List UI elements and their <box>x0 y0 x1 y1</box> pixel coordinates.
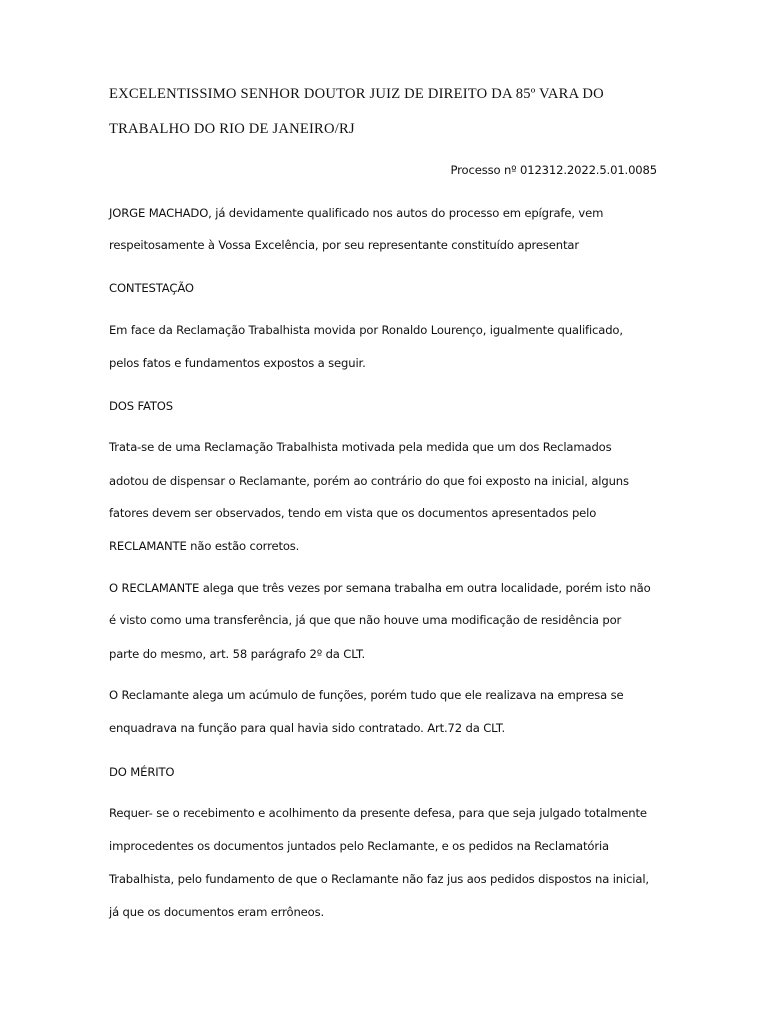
fatos-paragraph-2-line: O RECLAMANTE alega que três vezes por semana trabalha em outra localidade, porém isto não <box>109 581 651 595</box>
fatos-paragraph-3-line: O Reclamante alega um acúmulo de funções, porém tudo que ele realizava na empresa se <box>109 688 624 702</box>
fatos-paragraph-1-line: adotou de dispensar o Reclamante, porém ao contrário do que foi exposto na inicial, alguns <box>109 474 629 488</box>
fatos-paragraph-2-line: parte do mesmo, art. 58 parágrafo 2º da CLT. <box>109 647 366 661</box>
intro-line: respeitosamente à Vossa Excelência, por seu representante constituído apresentar <box>109 238 579 252</box>
fatos-paragraph-3-line: enquadrava na função para qual havia sido contratado. Art.72 da CLT. <box>109 721 505 735</box>
fatos-paragraph-1-line: fatores devem ser observados, tendo em vista que os documentos apresentados pelo <box>109 506 597 520</box>
heading-dos-fatos: DOS FATOS <box>109 399 173 413</box>
merito-line: Requer- se o recebimento e acolhimento da presente defesa, para que seja julgado totalmente <box>109 806 647 820</box>
fatos-paragraph-2-line: é visto como uma transferência, já que que não houve uma modificação de residência por <box>109 613 622 627</box>
fatos-paragraph-1-line: RECLAMANTE não estão corretos. <box>109 539 300 553</box>
heading-contestacao: CONTESTAÇÃO <box>109 281 194 295</box>
merito-line: Trabalhista, pelo fundamento de que o Reclamante não faz jus aos pedidos dispostos na inicial, <box>109 872 649 886</box>
court-address-line-1: EXCELENTISSIMO SENHOR DOUTOR JUIZ DE DIREITO DA 85º VARA DO <box>109 86 604 102</box>
contestacao-line: pelos fatos e fundamentos expostos a seguir. <box>109 356 366 370</box>
fatos-paragraph-1-line: Trata-se de uma Reclamação Trabalhista motivada pela medida que um dos Reclamados <box>109 440 612 454</box>
process-number: Processo nº 012312.2022.5.01.0085 <box>450 163 657 177</box>
intro-line: JORGE MACHADO, já devidamente qualificado nos autos do processo em epígrafe, vem <box>109 206 604 220</box>
merito-line: improcedentes os documentos juntados pelo Reclamante, e os pedidos na Reclamatória <box>109 839 609 853</box>
merito-line: já que os documentos eram errôneos. <box>109 905 325 919</box>
court-address-line-2: TRABALHO DO RIO DE JANEIRO/RJ <box>109 121 355 137</box>
heading-do-merito: DO MÉRITO <box>109 765 175 779</box>
contestacao-line: Em face da Reclamação Trabalhista movida por Ronaldo Lourenço, igualmente qualificado, <box>109 323 623 337</box>
